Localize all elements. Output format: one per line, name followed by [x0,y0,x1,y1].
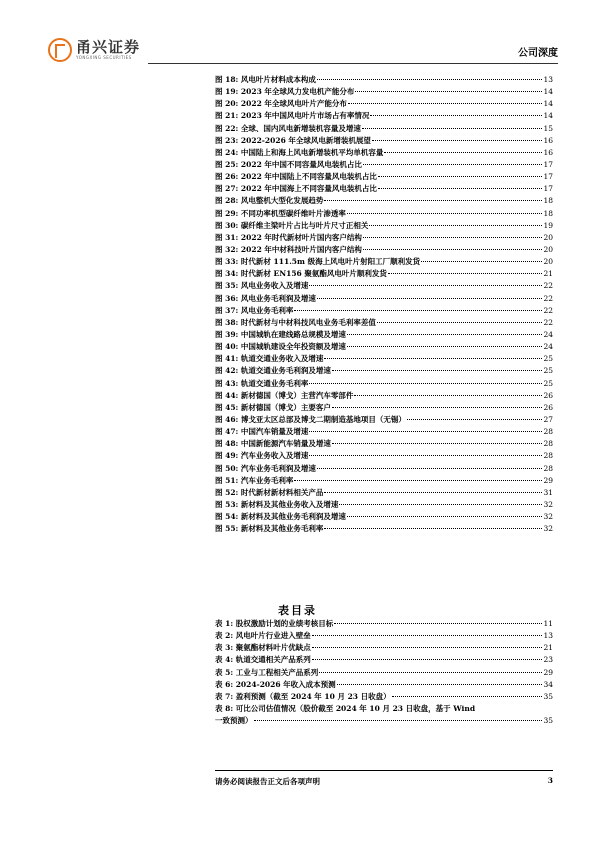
toc-entry-figure-24[interactable] [215,353,553,365]
leader-dots [309,383,542,384]
figure-list [215,74,553,535]
toc-entry-figure-30[interactable] [215,426,553,438]
toc-entry-page: 20 [543,232,553,242]
toc-entry-page: 22 [543,305,553,315]
leader-dots [332,370,543,371]
toc-entry-label: 图 44: 新材德国（博戈）主营汽车零部件 [215,390,354,400]
toc-entry-label: 图 20: 2022 年全球风电叶片产能分布 [215,99,347,109]
page-number: 3 [547,776,553,785]
leader-dots [369,225,542,226]
page-footer [215,776,553,787]
toc-entry-figure-23[interactable] [215,341,553,353]
toc-entry-figure-20[interactable] [215,305,553,317]
toc-entry-label: 表 6: 2024-2026 年收入成本预测 [215,679,336,689]
toc-entry-figure-10[interactable] [215,183,553,195]
toc-entry-label: 表 2: 风电叶片行业进入壁垒 [215,631,311,641]
toc-entry-label: 图 37: 风电业务毛利率 [215,305,294,315]
toc-entry-label: 图 22: 全球、国内风电新增装机容量及增速 [215,123,361,133]
toc-entry-figure-25[interactable] [215,365,553,377]
toc-entry-page: 17 [543,172,553,182]
toc-entry-figure-8[interactable] [215,159,553,171]
toc-entry-page: 26 [543,402,553,412]
logo-name-en: YONGXING SECURITIES [76,55,132,60]
toc-entry-label: 图 32: 2022 年中材科技叶片国内客户结构 [215,244,362,254]
toc-entry-page: 35 [543,715,553,725]
toc-entry-label: 图 31: 2022 年时代新材叶片国内客户结构 [215,232,362,242]
toc-entry-page: 25 [543,354,553,364]
toc-entry-page: 28 [543,451,553,461]
logo-icon [48,38,72,62]
toc-entry-label: 图 55: 新材料及其他业务毛利率 [215,524,324,534]
toc-entry-figure-38[interactable] [215,523,553,535]
toc-entry-label: 图 43: 轨道交通业务毛利率 [215,378,309,388]
toc-entry-figure-34[interactable] [215,475,553,487]
toc-entry-page: 32 [543,524,553,534]
toc-entry-figure-13[interactable] [215,220,553,232]
toc-entry-figure-36[interactable] [215,499,553,511]
toc-entry-page: 28 [543,463,553,473]
leader-dots [347,334,543,335]
toc-entry-label: 图 47: 中国汽车销量及增速 [215,427,309,437]
toc-entry-label: 图 45: 新材德国（博戈）主要客户 [215,402,331,412]
leader-dots [363,249,543,250]
toc-entry-figure-29[interactable] [215,414,553,426]
toc-entry-page: 24 [543,342,553,352]
toc-entry-label: 图 21: 2023 年中国风电叶片市场占有率情况 [215,111,370,121]
toc-entry-label: 图 46: 博戈亚太区总部及博戈二期制造基地项目（无锡） [215,414,406,424]
leader-dots [347,346,543,347]
toc-entry-table-3[interactable] [215,642,553,654]
toc-entry-figure-17[interactable] [215,268,553,280]
toc-entry-label: 图 23: 2022-2026 年全球风电新增装机展望 [215,135,371,145]
leader-dots [319,672,542,673]
toc-entry-page: 24 [543,329,553,339]
toc-entry-page: 18 [543,196,553,206]
leader-dots [407,419,543,420]
toc-entry-page: 22 [543,317,553,327]
toc-entry-page: 18 [543,208,553,218]
logo-name: 甬兴证券 [76,38,141,56]
toc-entry-label: 图 53: 新材料及其他业务收入及增速 [215,499,339,509]
leader-dots [362,128,543,129]
footer-divider [215,770,553,771]
toc-entry-figure-4[interactable] [215,110,553,122]
toc-entry-page: 21 [543,643,553,653]
leader-dots [324,528,542,529]
toc-entry-table-5[interactable] [215,667,553,679]
toc-entry-label: 图 38: 时代新材与中材科技风电业务毛利率差值 [215,317,376,327]
toc-entry-label: 图 39: 中国城轨在建线路总规模及增速 [215,329,346,339]
toc-entry-figure-7[interactable] [215,147,553,159]
leader-dots [384,152,542,153]
toc-entry-page: 17 [543,159,553,169]
toc-entry-figure-22[interactable] [215,329,553,341]
company-logo [48,36,140,64]
toc-entry-page: 31 [543,487,553,497]
toc-entry-label: 图 52: 时代新材新材料相关产品 [215,487,324,497]
toc-entry-label: 图 42: 轨道交通业务毛利润及增速 [215,366,331,376]
tables-section-title: 表目录 [278,604,317,617]
toc-entry-figure-12[interactable] [215,208,553,220]
toc-entry-label: 图 26: 2022 年中国陆上不同容量风电装机占比 [215,172,377,182]
leader-dots [254,720,543,721]
leader-dots [347,213,543,214]
toc-entry-label: 图 33: 时代新材 111.5m 级海上风电叶片射阳工厂顺利发货 [215,257,421,267]
toc-entry-label: 图 40: 中国城轨建设全年投资额及增速 [215,342,346,352]
toc-entry-label: 图 50: 汽车业务毛利润及增速 [215,463,316,473]
leader-dots [312,635,543,636]
toc-entry-page: 22 [543,281,553,291]
leader-dots [317,468,543,469]
toc-entry-page: 34 [543,679,553,689]
toc-entry-label: 图 28: 风电整机大型化发展趋势 [215,196,324,206]
leader-dots [309,455,542,456]
toc-entry-page: 32 [543,499,553,509]
leader-dots [324,200,542,201]
toc-entry-page: 14 [543,87,553,97]
toc-entry-figure-37[interactable] [215,511,553,523]
leader-dots [294,480,542,481]
toc-entry-table-2[interactable] [215,630,553,642]
leader-dots [421,261,542,262]
toc-entry-figure-32[interactable] [215,450,553,462]
toc-entry-page: 35 [543,691,553,701]
toc-entry-page: 25 [543,378,553,388]
report-type-label: 公司深度 [518,48,558,59]
toc-entry-page: 16 [543,147,553,157]
toc-entry-page: 14 [543,111,553,121]
toc-entry-table-4[interactable] [215,654,553,666]
toc-entry-page: 28 [543,439,553,449]
toc-entry-label: 表 4: 轨道交通相关产品系列 [215,655,311,665]
leader-dots [332,443,543,444]
toc-entry-page: 21 [543,269,553,279]
toc-entry-page: 26 [543,390,553,400]
toc-entry-label: 图 29: 不同功率机型碳纤维叶片渗透率 [215,208,346,218]
toc-entry-figure-16[interactable] [215,256,553,268]
toc-entry-figure-19[interactable] [215,293,553,305]
leader-dots [294,310,542,311]
leader-dots [337,684,543,685]
toc-entry-page: 22 [543,293,553,303]
toc-entry-table-8[interactable] [215,703,553,727]
page-header [48,36,558,68]
leader-dots [370,115,542,116]
leader-dots [317,298,543,299]
leader-dots [377,322,543,323]
leader-dots [354,395,542,396]
leader-dots [334,623,542,624]
toc-entry-page: 28 [543,427,553,437]
leader-dots [317,79,543,80]
leader-dots [392,696,543,697]
toc-entry-page: 27 [543,414,553,424]
toc-entry-page: 13 [543,75,553,84]
toc-entry-figure-5[interactable] [215,123,553,135]
toc-entry-label: 图 18: 风电叶片材料成本构成 [215,75,316,84]
leader-dots [388,273,543,274]
toc-entry-page: 13 [543,631,553,641]
toc-entry-label: 图 19: 2023 年全球风力发电机产能分布 [215,87,355,97]
toc-entry-label: 图 36: 风电业务毛利润及增速 [215,293,316,303]
toc-entry-label: 图 54: 新材料及其他业务毛利润及增速 [215,512,346,522]
leader-dots [312,659,543,660]
toc-entry-figure-31[interactable] [215,438,553,450]
toc-entry-page: 20 [543,244,553,254]
leader-dots [372,140,543,141]
leader-dots [324,492,542,493]
toc-entry-table-1[interactable] [215,618,553,630]
leader-dots [378,188,543,189]
toc-entry-figure-1[interactable] [215,74,553,86]
toc-entry-label: 图 27: 2022 年中国海上不同容量风电装机占比 [215,184,377,194]
leader-dots [312,647,543,648]
toc-entry-label: 图 30: 碳纤维主梁叶片占比与叶片尺寸正相关 [215,220,369,230]
toc-entry-figure-9[interactable] [215,171,553,183]
toc-entry-label: 图 25: 2022 年中国不同容量风电装机占比 [215,159,362,169]
toc-entry-label: 图 51: 汽车业务毛利率 [215,475,294,485]
toc-entry-figure-35[interactable] [215,487,553,499]
toc-entry-page: 32 [543,512,553,522]
toc-entry-page: 15 [543,123,553,133]
toc-entry-page: 17 [543,184,553,194]
leader-dots [355,91,542,92]
toc-entry-figure-28[interactable] [215,402,553,414]
toc-entry-label: 图 48: 中国新能源汽车销量及增速 [215,439,331,449]
toc-entry-label: 图 34: 时代新材 EN156 聚氨酯风电叶片顺利发货 [215,269,387,279]
toc-entry-page: 19 [543,220,553,230]
toc-entry-table-7[interactable] [215,691,553,703]
toc-entry-figure-6[interactable] [215,135,553,147]
toc-entry-figure-2[interactable] [215,86,553,98]
toc-entry-page: 11 [543,619,553,628]
toc-entry-figure-11[interactable] [215,195,553,207]
toc-entry-label: 表 3: 聚氨酯材料叶片优缺点 [215,643,311,653]
leader-dots [363,237,543,238]
toc-entry-label: 表 1: 股权激励计划的业绩考核目标 [215,619,334,628]
toc-entry-figure-18[interactable] [215,280,553,292]
toc-entry-page: 25 [543,366,553,376]
toc-entry-figure-3[interactable] [215,98,553,110]
toc-entry-figure-14[interactable] [215,232,553,244]
toc-entry-page: 14 [543,99,553,109]
toc-entry-page: 29 [543,475,553,485]
toc-entry-page: 23 [543,655,553,665]
toc-entry-label: 图 49: 汽车业务收入及增速 [215,451,309,461]
toc-entry-label: 图 24: 中国陆上和海上风电新增装机平均单机容量 [215,147,384,157]
leader-dots [347,516,543,517]
toc-entry-figure-26[interactable] [215,378,553,390]
toc-entry-figure-21[interactable] [215,317,553,329]
toc-entry-label-cont: 一致预测） [215,715,253,725]
footer-disclaimer: 请务必阅读报告正文后各项声明 [215,777,320,786]
toc-entry-figure-15[interactable] [215,244,553,256]
toc-entry-label: 表 7: 盈利预测（截至 2024 年 10 月 23 日收盘） [215,691,391,701]
leader-dots [332,407,543,408]
toc-entry-label: 表 5: 工业与工程相关产品系列 [215,667,319,677]
toc-entry-label: 图 35: 风电业务收入及增速 [215,281,309,291]
toc-entry-label: 图 41: 轨道交通业务收入及增速 [215,354,324,364]
leader-dots [363,164,543,165]
table-list [215,618,553,727]
leader-dots [339,504,542,505]
leader-dots [378,176,543,177]
header-divider [148,63,558,64]
toc-entry-table-6[interactable] [215,679,553,691]
leader-dots [309,285,542,286]
leader-dots [324,358,542,359]
leader-dots [348,103,543,104]
toc-entry-figure-33[interactable] [215,463,553,475]
toc-entry-page: 20 [543,257,553,267]
toc-entry-figure-27[interactable] [215,390,553,402]
toc-entry-label: 表 8: 可比公司估值情况（股价截至 2024 年 10 月 23 日收盘，基于 Wind [215,703,476,713]
toc-entry-page: 29 [543,667,553,677]
leader-dots [309,431,542,432]
toc-entry-page: 16 [543,135,553,145]
